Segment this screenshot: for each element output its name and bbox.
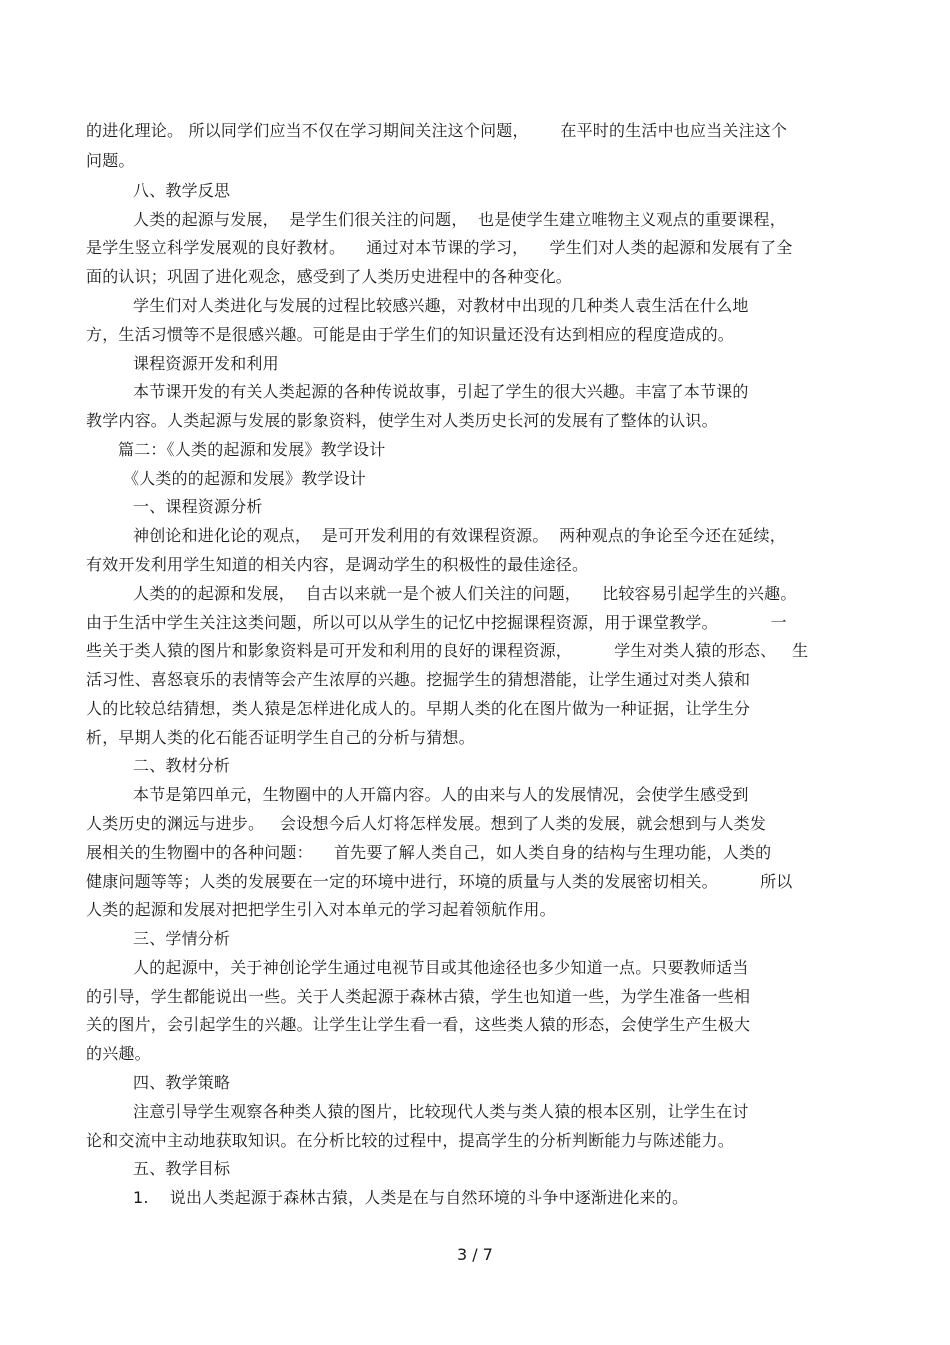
text-line: 人的比较总结猜想，类人猿是怎样进化成人的。早期人类的化在图片做为一种证据，让学生分 xyxy=(86,699,751,718)
document-title: 《人类的的起源和发展》教学设计 xyxy=(123,469,367,488)
text-line: 展相关的生物圈中的各种问题： 首先要了解人类自己，如人类自身的结构与生理功能，人类的 xyxy=(86,843,772,862)
text-line: 些关于类人猿的图片和影象资料是可开发和利用的良好的课程资源， 学生对类人猿的形态、 生 xyxy=(86,641,809,660)
list-item: 1. 说出人类起源于森林古猿，人类是在与自然环境的斗争中逐渐进化来的。 xyxy=(133,1188,689,1207)
text-line: 本节课开发的有关人类起源的各种传说故事，引起了学生的很大兴趣。丰富了本节课的 xyxy=(133,382,749,401)
text-line: 是学生竖立科学发展观的良好教材。 通过对本节课的学习， 学生们对人类的起源和发展有了全 xyxy=(86,238,793,257)
text-line: 人类历史的渊远与进步。 会设想今后人灯将怎样发展。想到了人类的发展，就会想到与人类发 xyxy=(86,814,767,833)
text-line: 面的认识；巩固了进化观念，感受到了人类历史进程中的各种变化。 xyxy=(86,267,573,286)
text-line: 本节是第四单元，生物圈中的人开篇内容。人的由来与人的发展情况，会使学生感受到 xyxy=(133,785,749,804)
text-line: 健康问题等等；人类的发展要在一定的环境中进行，环境的质量与人类的发展密切相关。 所以 xyxy=(86,872,793,891)
page-number: 3 / 7 xyxy=(457,1245,493,1264)
text-line: 问题。 xyxy=(86,151,135,170)
text-line: 人类的起源与发展， 是学生们很关注的问题， 也是使学生建立唯物主义观点的重要课程， xyxy=(133,210,786,229)
section-heading: 三、学情分析 xyxy=(133,929,231,948)
section-heading: 四、教学策略 xyxy=(133,1073,231,1092)
text-line: 学生们对人类进化与发展的过程比较感兴趣，对教材中出现的几种类人袁生活在什么地 xyxy=(133,296,749,315)
text-line: 神创论和进化论的观点， 是可开发利用的有效课程资源。 两种观点的争论至今还在延续， xyxy=(133,526,786,545)
section-heading: 一、课程资源分析 xyxy=(133,497,263,516)
text-line: 论和交流中主动地获取知识。在分析比较的过程中，提高学生的分析判断能力与陈述能力。 xyxy=(86,1131,735,1150)
text-line: 关的图片，会引起学生的兴趣。让学生让学生看一看，这些类人猿的形态，会使学生产生极大 xyxy=(86,1015,751,1034)
text-line: 人类的起源和发展对把把学生引入对本单元的学习起着领航作用。 xyxy=(86,900,556,919)
section-heading: 课程资源开发和利用 xyxy=(133,354,279,373)
text-line: 析，早期人类的化石能否证明学生自己的分析与猜想。 xyxy=(86,728,475,747)
text-line: 教学内容。人类起源与发展的影象资料，使学生对人类历史长河的发展有了整体的认识。 xyxy=(86,411,718,430)
text-line: 人的起源中，关于神创论学生通过电视节目或其他途径也多少知道一点。只要教师适当 xyxy=(133,958,749,977)
text-line: 人类的的起源和发展， 自古以来就一是个被人们关注的问题， 比较容易引起学生的兴趣。 xyxy=(133,584,797,603)
text-line: 活习性、喜怒衰乐的表情等会产生浓厚的兴趣。挖掘学生的猜想潜能，让学生通过对类人猿和 xyxy=(86,670,751,689)
text-line: 注意引导学生观察各种类人猿的图片，比较现代人类与类人猿的根本区别，让学生在讨 xyxy=(133,1102,749,1121)
section-heading: 篇二：《人类的起源和发展》教学设计 xyxy=(118,440,386,459)
section-heading: 五、教学目标 xyxy=(133,1159,231,1178)
section-heading: 二、教材分析 xyxy=(133,756,231,775)
text-line: 有效开发利用学生知道的相关内容，是调动学生的积极性的最佳途径。 xyxy=(86,555,589,574)
text-line: 方，生活习惯等不是很感兴趣。可能是由于学生们的知识量还没有达到相应的程度造成的。 xyxy=(86,325,735,344)
section-heading: 八、教学反思 xyxy=(133,181,231,200)
text-line: 的兴趣。 xyxy=(86,1044,151,1063)
text-line: 由于生活中学生关注这类问题，所以可以从学生的记忆中挖掘课程资源，用于课堂教学。 一 xyxy=(86,613,787,632)
text-line: 的引导，学生都能说出一些。关于人类起源于森林古猿，学生也知道一些，为学生准备一些相 xyxy=(86,987,751,1006)
text-line: 的进化理论。 所以同学们应当不仅在学习期间关注这个问题， 在平时的生活中也应当关注这个 xyxy=(86,121,788,140)
